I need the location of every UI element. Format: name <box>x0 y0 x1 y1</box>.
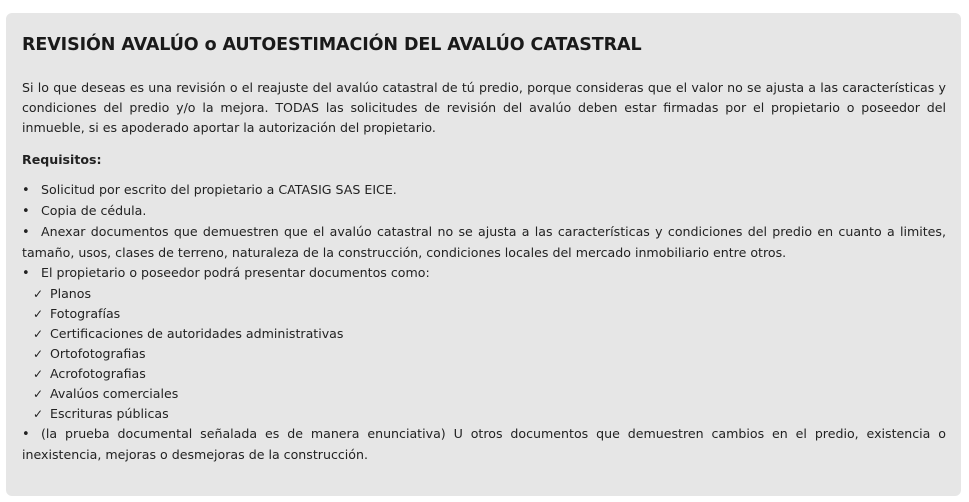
document-item-avaluos-comerciales: ✓ Avalúos comerciales <box>22 384 946 404</box>
document-item-certificaciones: ✓ Certificaciones de autoridades administrativas <box>22 324 946 344</box>
requirement-item: • Anexar documentos que demuestren que el avalúo catastral no se ajusta a las características y condiciones del predio en cuanto a limites, tamaño, usos, clases de terreno, naturaleza de la construcción, condiciones locales del mercado inmobiliario entre otros. <box>22 222 946 263</box>
section-title: REVISIÓN AVALÚO o AUTOESTIMACIÓN DEL AVALÚO CATASTRAL <box>22 35 642 55</box>
intro-paragraph: Si lo que deseas es una revisión o el reajuste del avalúo catastral de tú predio, porque consideras que el valor no se ajusta a las características y condiciones del predio y/o la mejora. TODAS las solicitudes de revisión del avalúo deben estar firmadas por el propietario o poseedor del inmueble, si es apoderado aportar la autorización del propietario. <box>22 80 946 135</box>
document-item-fotografias: ✓ Fotografías <box>22 304 946 324</box>
document-item-ortofotografias: ✓ Ortofotografias <box>22 344 946 364</box>
requirements-list <box>22 180 946 465</box>
closing-note-item: • (la prueba documental señalada es de manera enunciativa) U otros documentos que demuestren cambios en el predio, existencia o inexistencia, mejoras o desmejoras de la construcción. <box>22 424 946 465</box>
document-item-planos: ✓ Planos <box>22 284 946 304</box>
avaluo-review-card <box>6 13 961 496</box>
document-item-escrituras: ✓ Escrituras públicas <box>22 404 946 424</box>
requirements-heading: Requisitos: <box>22 152 102 167</box>
requirement-item: • El propietario o poseedor podrá presentar documentos como: <box>22 263 946 284</box>
document-item-acrofotografias: ✓ Acrofotografias <box>22 364 946 384</box>
requirement-item: • Solicitud por escrito del propietario a CATASIG SAS EICE. <box>22 180 946 201</box>
requirement-item: • Copia de cédula. <box>22 201 946 222</box>
